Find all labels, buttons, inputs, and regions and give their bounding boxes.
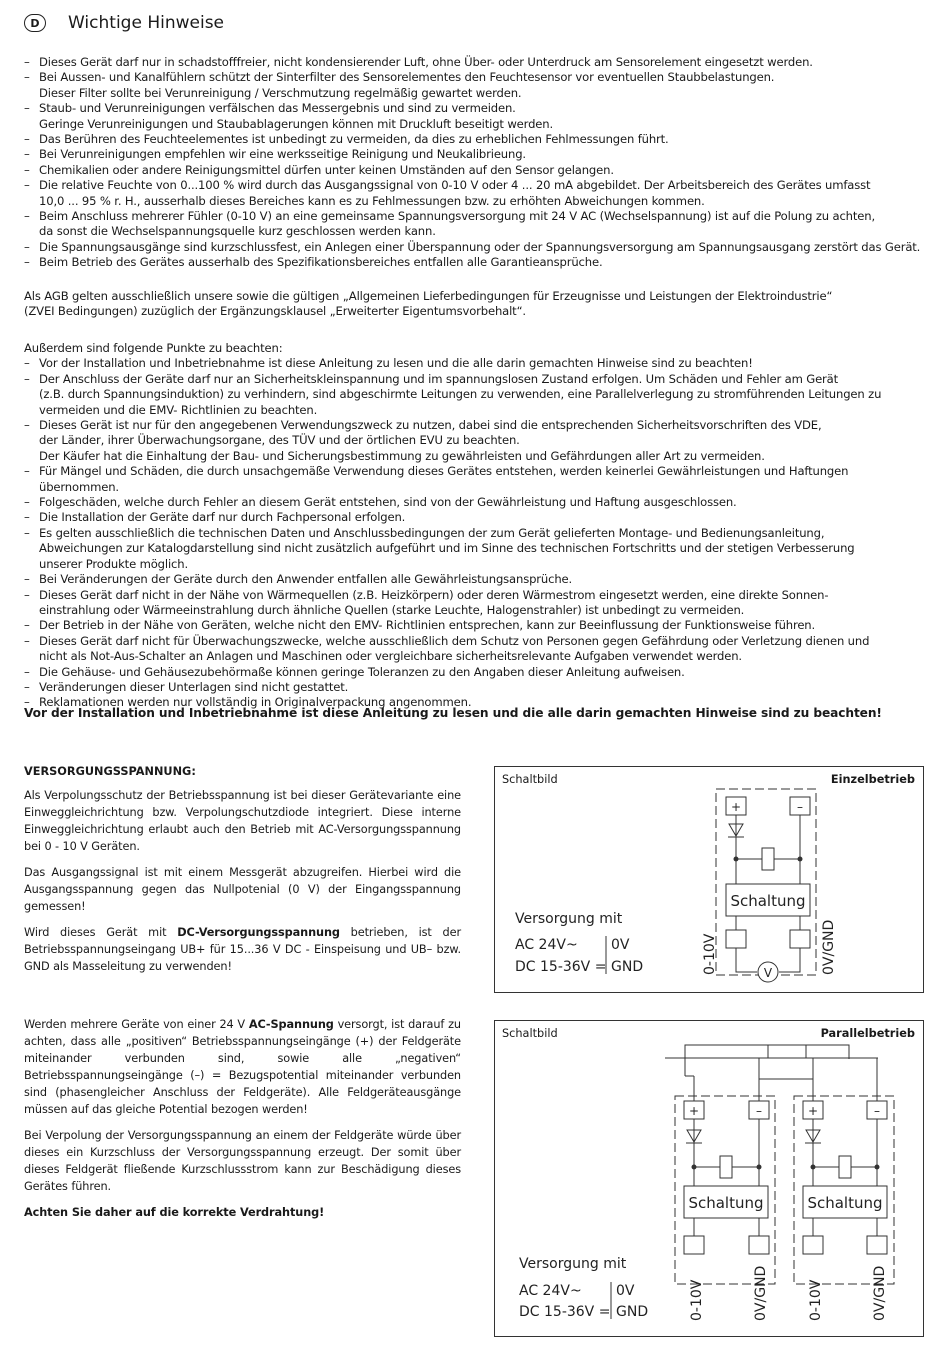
list-item: – Das Berühren des Feuchteelementes ist unbedingt zu vermeiden, da dies zu erheblichen Fehlmessungen führt. [24,132,926,147]
supply-label: Versorgung mit [515,911,623,927]
terms-list [24,341,926,711]
language-badge: D [24,14,46,32]
list-item: – Beim Betrieb des Gerätes ausserhalb des Spezifikationsbereiches entfallen alle Garantieansprüche. [24,255,926,270]
plus-sign: + [688,1104,700,1118]
circuit-label: Schaltung [688,1194,764,1212]
circuit-label: Schaltung [730,892,806,910]
diagram-mode: Parallelbetrieb [820,1027,915,1040]
terminal-gnd [790,930,810,948]
paragraph: Als Verpolungsschutz der Betriebsspannung ist bei dieser Gerätevariante eine Einweggleichrichtung bzw. Verpolungschutzdiode integriert. Diese interne Einweggleichrichtung erlaubt auch den Betrieb mit AC-Versorgungsspannung bei 0 - 10 V Geräten. [24,789,461,853]
diagram-mode: Einzelbetrieb [830,773,915,786]
paragraph: Das Ausgangssignal ist mit einem Messgerät abzugreifen. Hierbei wird die Ausgangsspannung gegen das Nullpotenial (0 V) der Eingangsspannung gemessen! [24,866,461,913]
zero-volt-label: 0V [611,937,630,953]
supply-text-a [24,787,461,984]
list-item: – Die Spannungsausgänge sind kurzschlussfest, ein Anlegen einer Überspannung oder der Spannungsversorgung am Spannungsausgang zerstört das Gerät. [24,240,926,255]
capacitor-icon [720,1156,732,1178]
text-run-bold: DC-Versorgungsspannung [177,926,340,939]
terminal-output [726,930,746,948]
list-item: – Chemikalien oder andere Reinigungsmittel dürfen unter keinen Umständen auf den Sensor gelangen. [24,163,926,178]
paragraph-bold: Achten Sie daher auf die korrekte Verdrahtung! [24,1206,325,1219]
plus-sign: + [807,1104,819,1118]
supply-text-b [24,1016,461,1230]
list-item: – Der Anschluss der Geräte darf nur an Sicherheitskleinspannung und im spannungslosen Zustand erfolgen. Um Schäden und Fehler am Gerät (z.B. durch Spannungsinduktion) zu verhindern, sind abgeschirmte Leitungen zu verwenden, eine Parallelverlegung zu stromführenden Leitungen zu vermeiden und die EMV- Richtlinien zu beachten. [24,372,926,418]
capacitor-icon [839,1156,851,1178]
list-item: – Reklamationen werden nur vollständig in Originalverpackung angenommen. [24,695,926,710]
plus-sign: + [730,800,742,814]
supply-heading: VERSORGUNGSSPANNUNG: [24,765,196,778]
diagram-label: Schaltbild [502,773,558,786]
paragraph [24,924,461,975]
notes-list [24,55,926,271]
output-label: 0-10V [702,933,718,975]
dc-label: DC 15-36V = [519,1304,611,1320]
list-item: – Bei Aussen- und Kanalfühlern schützt der Sinterfilter des Sensorelementes den Feuchtesensor vor eventuellen Staubbelastungen. Dieser Filter sollte bei Verunreinigung / Verschmutzung regelmäßig gewartet werden. [24,70,926,101]
section-header [24,10,224,36]
agb-paragraph: Als AGB gelten ausschließlich unsere sowie die gültigen „Allgemeinen Lieferbedingungen für Erzeugnisse und Leistungen der Elektroindustrie“ (ZVEI Bedingungen) zuzüglich der Ergänzungsklausel „Erweiterter Eigentumsvorbehalt“. [24,289,833,319]
warning-line: Vor der Installation und Inbetriebnahme ist diese Anleitung zu lesen und die alle darin gemachten Hinweise sind zu beachten! [24,706,882,720]
list-item: – Bei Verunreinigungen empfehlen wir eine werksseitige Reinigung und Neukalibrieung. [24,147,926,162]
list-item: – Staub- und Verunreinigungen verfälschen das Messergebnis und sind zu vermeiden. Geringe Verunreinigungen und Staubablagerungen können mit Druckluft beseitigt werden. [24,101,926,132]
list-item: – Folgeschäden, welche durch Fehler an diesem Gerät entstehen, sind von der Gewährleistung und Haftung ausgeschlossen. [24,495,926,510]
ground-label: 0V/GND [821,919,837,975]
list-item: – Für Mängel und Schäden, die durch unsachgemäße Verwendung dieses Gerätes entstehen, werden keinerlei Gewährleistungen und Haftungen übernommen. [24,464,926,495]
list-item: – Der Betrieb in der Nähe von Geräten, welche nicht den EMV- Richtlinien entsprechen, kann zur Beeinflussung der Funktionsweise führen. [24,618,926,633]
dc-label: DC 15-36V = [515,959,607,975]
list-item: – Die Installation der Geräte darf nur durch Fachpersonal erfolgen. [24,510,926,525]
wire [779,948,800,972]
terminal-gnd [867,1236,887,1254]
output-label: 0-10V [689,1279,705,1321]
gnd-label: GND [616,1304,649,1320]
terms-intro: Außerdem sind folgende Punkte zu beachten: [24,341,283,355]
capacitor-icon [762,848,774,870]
wiring-diagram-single [494,766,924,993]
paragraph: Bei Verpolung der Versorgungsspannung an einem der Feldgeräte würde über dieses ein Kurzschluss der Versorgungsspannung erzeugt. Der somit über dieses Feldgerät fließende Kurzschlussstrom kann zur Beschädigung dieses Gerätes führen. [24,1129,461,1193]
list-item: – Bei Veränderungen der Geräte durch den Anwender entfallen alle Gewährleistungsansprüche. [24,572,926,587]
wiring-diagram-parallel [494,1020,924,1337]
list-item: – Vor der Installation und Inbetriebnahme ist diese Anleitung zu lesen und die alle darin gemachten Hinweise sind zu beachten! [24,356,926,371]
minus-sign: – [797,800,803,814]
list-item: – Dieses Gerät darf nicht für Überwachungszwecke, welche ausschließlich dem Schutz von Personen gegen Gefährdung oder Verletzung dienen und nicht als Not-Aus-Schalter an Anlagen und Maschinen oder vergleichbare sicherheitsrelevante Aufgaben verwendet werden. [24,634,926,665]
text-run: Werden mehrere Geräte von einer 24 V [24,1018,249,1031]
list-item: – Beim Anschluss mehrerer Fühler (0-10 V) an eine gemeinsame Spannungsversorgung mit 24 V AC (Wechselspannung) ist auf die Polung zu achten, da sonst die Wechselspannungsquelle kurz geschlossen werden kann. [24,209,926,240]
list-item: – Die relative Feuchte von 0...100 % wird durch das Ausgangssignal von 0-10 V oder 4 ... 20 mA abgebildet. Der Arbeitsbereich des Gerätes umfasst 10,0 ... 95 % r. H., ausserhalb dieses Bereiches kann es zu Fehlmessungen bzw. zu erhöhten Abweichungen kommen. [24,178,926,209]
voltmeter-label: V [763,966,773,980]
circuit-svg [495,1021,925,1338]
ground-label: 0V/GND [753,1265,769,1321]
wire [736,948,757,972]
list-item: – Die Gehäuse- und Gehäusezubehörmaße können geringe Toleranzen zu den Angaben dieser Anleitung aufweisen. [24,665,926,680]
paragraph [24,1016,461,1118]
list-item: – Dieses Gerät darf nicht in der Nähe von Wärmequellen (z.B. Heizkörpern) oder deren Wärmestrom eingesetzt werden, eine direkte Sonnen- einstrahlung oder Wärmeeinstrahlung durch ähnliche Quellen (starke Leuchte, Halogenstrahler) ist unbedingt zu vermeiden. [24,588,926,619]
text-run: Wird dieses Gerät mit [24,926,178,939]
circuit-label: Schaltung [807,1194,883,1212]
gnd-label: GND [611,959,644,975]
terminal-gnd [749,1236,769,1254]
ac-label: AC 24V~ [515,937,578,953]
bus-wire-plus [685,1045,849,1076]
ac-label: AC 24V~ [519,1283,582,1299]
terminal-output [684,1236,704,1254]
list-item: – Es gelten ausschließlich die technischen Daten und Anschlussbedingungen der zum Gerät gelieferten Montage- und Bedienungsanleitung, Abweichungen zur Katalogdarstellung sind nicht zusätzlich aufgeführt und im Sinne des technischen Fortschritts und der stetigen Verbesserung unserer Produkte möglich. [24,526,926,572]
list-item: – Veränderungen dieser Unterlagen sind nicht gestattet. [24,680,926,695]
supply-label: Versorgung mit [519,1256,627,1272]
ground-label: 0V/GND [872,1265,888,1321]
list-item: – Dieses Gerät ist nur für den angegebenen Verwendungszweck zu nutzen, dabei sind die entsprechenden Sicherheitsvorschriften des VDE, der Länder, ihrer Überwachungsorgane, des TÜV und der örtlichen EVU zu beachten. Der Käufer hat die Einhaltung der Bau- und Sicherungsbestimmung zu gewährleisten und Gefährdungen aller Art zu vermeiden. [24,418,926,464]
list-item: – Dieses Gerät darf nur in schadstofffreier, nicht kondensierender Luft, ohne Über- oder Unterdruck am Sensorelement eingesetzt werden. [24,55,926,70]
minus-sign: – [756,1104,762,1118]
zero-volt-label: 0V [616,1283,635,1299]
text-run: betrieben, ist der Betriebsspannungseingang UB+ für 15...36 V DC - Einspeisung und UB– bzw. GND als Masseleitung zu verwenden! [24,926,461,973]
diagram-label: Schaltbild [502,1027,558,1040]
text-run: versorgt, ist darauf zu achten, dass alle „positiven“ Betriebsspannungseingänge (+) der Feldgeräte miteinander verbunden sind, sowie alle „negativen“ Betriebsspannungseingänge (–) = Bezugspotential miteinander verbunden sind (phasengleicher Anschluss der Feldgeräte). Alle Feldgeräteausgänge müssen auf das gleiche Potential bezogen werden! [24,1018,461,1116]
minus-sign: – [874,1104,880,1118]
terminal-output [803,1236,823,1254]
text-run-bold: AC-Spannung [248,1018,334,1031]
page-title: Wichtige Hinweise [68,13,225,33]
output-label: 0-10V [808,1279,824,1321]
circuit-svg [495,767,925,994]
